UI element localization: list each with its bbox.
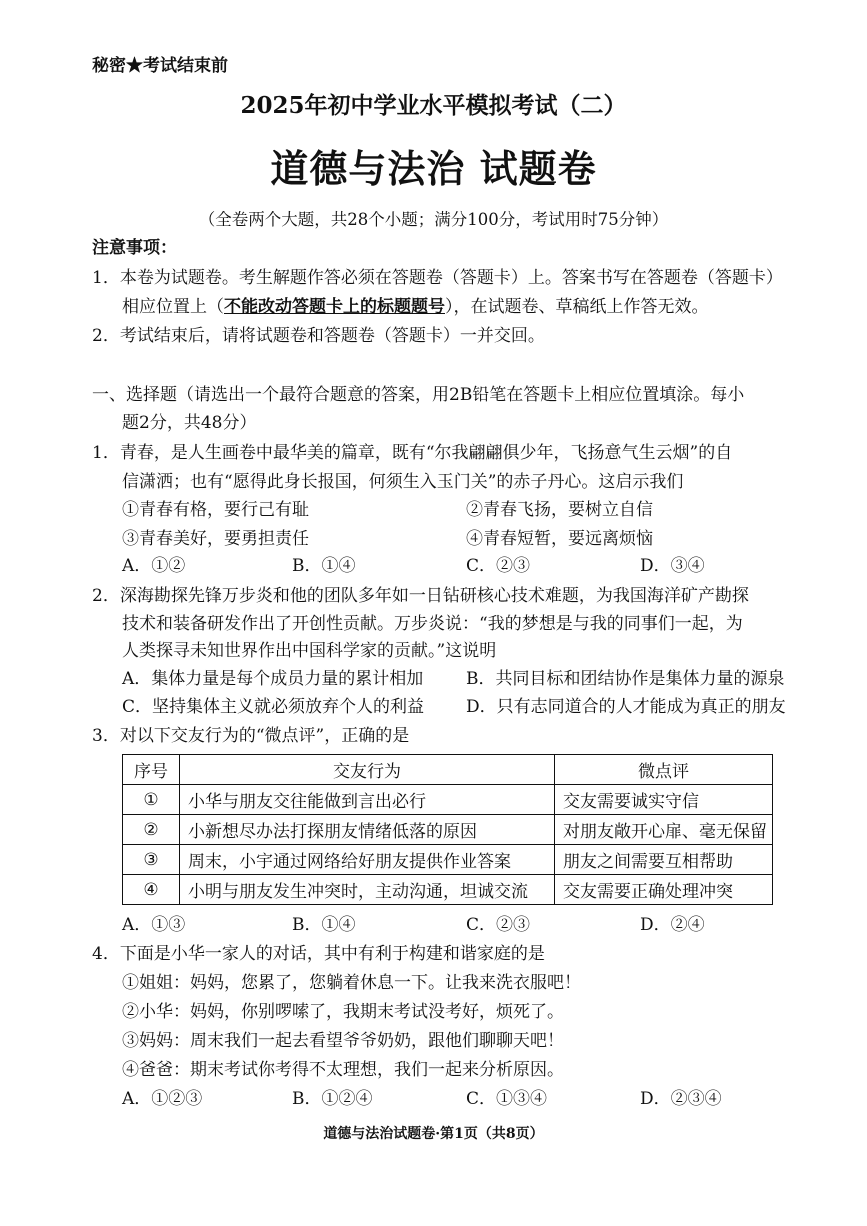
q1-option-c[interactable]: C．②③	[466, 556, 531, 576]
q1-statement-2: ②青春飞扬，要树立自信	[466, 500, 653, 520]
q4-option-c[interactable]: C．①③④	[466, 1089, 548, 1109]
q4-statement-4: ④爸爸：期末考试你考得不太理想，我们一起来分析原因。	[122, 1060, 564, 1080]
q2-stem-line3: 人类探寻未知世界作出中国科学家的贡献。”这说明	[122, 641, 497, 661]
q2-option-d[interactable]: D．只有志同道合的人才能成为真正的朋友	[466, 697, 786, 717]
q4-statement-2: ②小华：妈妈，你别啰嗦了，我期末考试没考好，烦死了。	[122, 1002, 564, 1022]
q1-statement-1: ①青春有格，要行己有耻	[122, 500, 309, 520]
page-footer: 道德与法治试题卷·第1页（共8页）	[323, 1126, 544, 1142]
table-cell: ②	[123, 815, 180, 845]
table-row	[123, 815, 773, 845]
q1-option-d[interactable]: D．③④	[640, 556, 705, 576]
table-cell: 小华与朋友交往能做到言出必行	[180, 785, 555, 815]
q1-statement-3: ③青春美好，要勇担责任	[122, 529, 309, 549]
note-text: 相应位置上（	[122, 297, 224, 317]
table-cell: 小新想尽办法打探朋友情绪低落的原因	[180, 815, 555, 845]
column-header: 序号	[123, 755, 180, 785]
table-cell: ①	[123, 785, 180, 815]
exam-title: 2025年初中学业水平模拟考试（二）	[240, 92, 627, 119]
note-item-2: 2．考试结束后，请将试题卷和答题卷（答题卡）一并交回。	[92, 326, 545, 346]
exam-info: （全卷两个大题，共28个小题；满分100分，考试用时75分钟）	[198, 210, 669, 229]
column-header: 微点评	[555, 755, 773, 785]
note-item-1-line2	[122, 297, 709, 317]
table-row	[123, 845, 773, 875]
q1-stem-line2: 信潇洒；也有“愿得此身长报国，何须生入玉门关”的赤子丹心。这启示我们	[122, 472, 684, 492]
table-cell: 交友需要诚实守信	[555, 785, 773, 815]
q3-option-a[interactable]: A．①③	[122, 915, 186, 935]
table-cell: 对朋友敞开心扉、毫无保留	[555, 815, 773, 845]
table-row	[123, 785, 773, 815]
q1-stem-line1: 1．青春，是人生画卷中最华美的篇章，既有“尔我翩翩俱少年，飞扬意气生云烟”的自	[92, 443, 733, 463]
q4-statement-1: ①姐姐：妈妈，您累了，您躺着休息一下。让我来洗衣服吧！	[122, 973, 581, 993]
q2-option-b[interactable]: B．共同目标和团结协作是集体力量的源泉	[466, 669, 785, 689]
table-cell: 朋友之间需要互相帮助	[555, 845, 773, 875]
q2-option-c[interactable]: C．坚持集体主义就必须放弃个人的利益	[122, 697, 425, 717]
table-cell: 小明与朋友发生冲突时，主动沟通，坦诚交流	[180, 875, 555, 905]
q4-option-a[interactable]: A．①②③	[122, 1089, 203, 1109]
q4-option-b[interactable]: B．①②④	[292, 1089, 373, 1109]
q2-stem-line2: 技术和装备研发作出了开创性贡献。万步炎说：“我的梦想是与我的同事们一起，为	[122, 614, 743, 634]
section-heading-line1: 一、选择题（请选出一个最符合题意的答案，用2B铅笔在答题卡上相应位置填涂。每小	[92, 385, 745, 405]
subject-title: 道德与法治 试题卷	[270, 146, 597, 191]
q3-option-b[interactable]: B．①④	[292, 915, 356, 935]
q3-stem: 3．对以下交友行为的“微点评”，正确的是	[92, 726, 410, 746]
note-item-1-line1: 1．本卷为试题卷。考生解题作答必须在答题卷（答题卡）上。答案书写在答题卷（答题卡）	[92, 268, 783, 288]
table-cell: ④	[123, 875, 180, 905]
note-text: ），在试题卷、草稿纸上作答无效。	[445, 297, 709, 317]
q1-option-b[interactable]: B．①④	[292, 556, 356, 576]
note-underlined-text: 不能改动答题卡上的标题题号	[224, 297, 445, 317]
q4-option-d[interactable]: D．②③④	[640, 1089, 722, 1109]
table-cell: 周末，小宇通过网络给好朋友提供作业答案	[180, 845, 555, 875]
table-cell: ③	[123, 845, 180, 875]
column-header: 交友行为	[180, 755, 555, 785]
q3-option-c[interactable]: C．②③	[466, 915, 531, 935]
table-header-row	[123, 755, 773, 785]
q4-statement-3: ③妈妈：周末我们一起去看望爷爷奶奶，跟他们聊聊天吧！	[122, 1031, 564, 1051]
q2-stem-line1: 2．深海勘探先锋万步炎和他的团队多年如一日钻研核心技术难题，为我国海洋矿产勘探	[92, 586, 749, 606]
table-row	[123, 875, 773, 905]
table-cell: 交友需要正确处理冲突	[555, 875, 773, 905]
q1-statement-4: ④青春短暂，要远离烦恼	[466, 529, 653, 549]
confidential-mark: 秘密★考试结束前	[92, 56, 228, 76]
q1-option-a[interactable]: A．①②	[122, 556, 186, 576]
q4-stem: 4．下面是小华一家人的对话，其中有利于构建和谐家庭的是	[92, 944, 545, 964]
q3-option-d[interactable]: D．②④	[640, 915, 705, 935]
q3-table	[122, 754, 773, 905]
section-heading-line2: 题2分，共48分）	[122, 413, 257, 433]
notes-heading: 注意事项：	[92, 238, 177, 258]
q2-option-a[interactable]: A．集体力量是每个成员力量的累计相加	[122, 669, 424, 689]
